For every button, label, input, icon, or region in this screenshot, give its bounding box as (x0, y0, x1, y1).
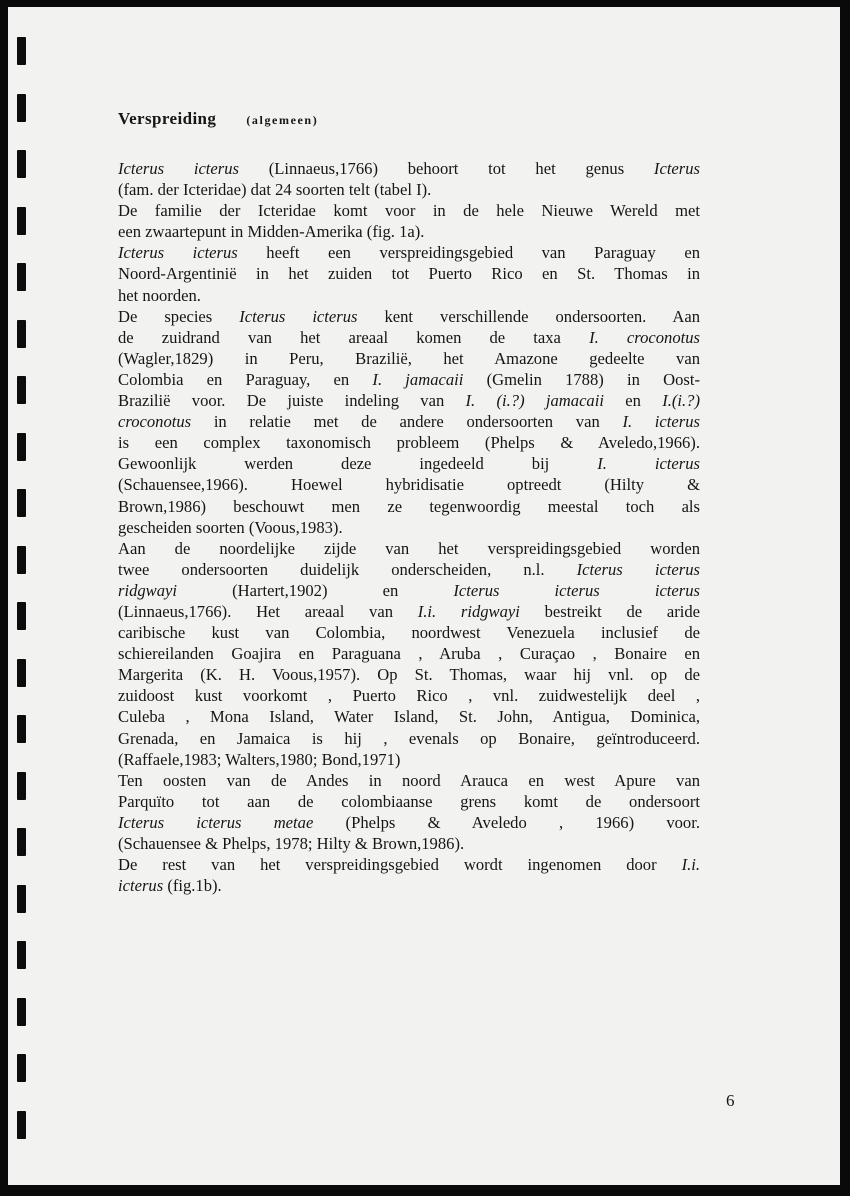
text-line (118, 411, 700, 432)
text-line (118, 791, 700, 812)
text-segment: gescheiden soorten (Voous,1983). (118, 517, 343, 537)
text-line (118, 327, 700, 348)
text-line (118, 833, 700, 854)
text-segment: (Schauensee & Phelps, 1978; Hilty & Brown,1986). (118, 834, 465, 853)
text-segment: Margerita (K. H. Voous,1957). Op St. Thomas, waar hij vnl. op de (118, 665, 700, 685)
text-segment: (Linnaeus,1766) behoort tot het genus (239, 159, 654, 178)
text-line (118, 875, 700, 896)
text-segment: twee ondersoorten duidelijk onderscheiden, n.l. (118, 559, 577, 579)
text-line (118, 685, 700, 706)
text-line (118, 812, 700, 833)
binding-hole (17, 602, 26, 630)
binding-hole (17, 828, 26, 856)
italic-taxon-name: Icterus icterus (118, 159, 239, 178)
text-segment: Culeba , Mona Island, Water Island, St. John, Antigua, Dominica, (118, 707, 700, 727)
text-segment: heeft een verspreidingsgebied van Paraguay en (237, 243, 701, 263)
italic-taxon-name: I.i. ridgwayi (417, 601, 520, 621)
text-segment: Brazilië voor. De juiste indeling van (118, 391, 466, 411)
text-segment: De familie der Icteridae komt voor in de hele Nieuwe Wereld met (118, 201, 700, 221)
italic-taxon-name: I. icterus (622, 412, 700, 432)
binding-holes (16, 37, 28, 1167)
italic-taxon-name: I. icterus (597, 454, 700, 474)
text-segment: (Wagler,1829) in Peru, Brazilië, het Amazone gedeelte van (118, 348, 700, 368)
binding-hole (17, 659, 26, 687)
text-segment: in relatie met de andere ondersoorten van (191, 412, 623, 432)
binding-hole (17, 37, 26, 65)
binding-hole (17, 207, 26, 235)
text-segment: Parquïto tot aan de colombiaanse grens komt de ondersoort (118, 791, 700, 811)
page-content (118, 107, 700, 896)
italic-taxon-name: I.(i.?) (662, 391, 700, 411)
text-line (118, 453, 700, 474)
text-segment: Brown,1986) beschouwt men ze tegenwoordig meestal toch als (118, 496, 700, 516)
italic-taxon-name: croconotus (118, 412, 192, 432)
binding-hole (17, 772, 26, 800)
text-segment: De rest van het verspreidingsgebied wordt ingenomen door (118, 855, 682, 875)
text-line (118, 643, 700, 664)
italic-taxon-name: I.i. (681, 855, 700, 875)
italic-taxon-name: I. (i.?) jamacaii (465, 391, 604, 411)
binding-hole (17, 94, 26, 122)
text-line (118, 221, 700, 242)
text-line (118, 517, 700, 538)
text-segment: de zuidrand van het areaal komen de taxa (118, 327, 590, 347)
document-page (8, 7, 840, 1185)
text-line (118, 664, 700, 685)
italic-taxon-name: icterus (118, 876, 164, 896)
text-segment: een zwaartepunt in Midden-Amerika (fig. 1a). (118, 222, 425, 242)
binding-hole (17, 998, 26, 1026)
text-line (118, 369, 700, 390)
text-line (118, 559, 700, 580)
binding-hole (17, 433, 26, 461)
text-line (118, 854, 700, 875)
text-line (118, 348, 700, 369)
text-segment: schiereilanden Goajira en Paraguana , Aruba , Curaçao , Bonaire en (118, 644, 700, 664)
text-segment: Noord-Argentinië in het zuiden tot Puerto Rico en St. Thomas in (118, 264, 700, 284)
italic-taxon-name: Icterus icterus (118, 243, 238, 263)
text-segment: (Hartert,1902) en (177, 580, 454, 600)
italic-taxon-name: ridgwayi (118, 580, 178, 600)
heading-subtitle: (algemeen) (246, 113, 319, 127)
text-segment: (Gmelin 1788) in Oost- (463, 369, 700, 389)
text-segment: (fig.1b). (163, 876, 222, 896)
italic-taxon-name: Icterus icterus metae (118, 812, 314, 832)
italic-taxon-name: Icterus icterus icterus (453, 580, 700, 600)
text-line (118, 263, 700, 284)
italic-taxon-name: Icterus icterus (239, 306, 358, 326)
body-text (118, 158, 700, 896)
text-line (118, 706, 700, 727)
binding-hole (17, 489, 26, 517)
text-segment: (Phelps & Aveledo , 1966) voor. (313, 812, 700, 832)
binding-hole (17, 941, 26, 969)
binding-hole (17, 885, 26, 913)
text-segment: Grenada, en Jamaica is hij , evenals op Bonaire, geïntroduceerd. (118, 728, 700, 748)
text-segment: (Raffaele,1983; Walters,1980; Bond,1971) (118, 749, 401, 769)
text-line (118, 432, 700, 453)
text-line (118, 242, 700, 263)
text-line (118, 538, 700, 559)
page-number: 6 (726, 1091, 735, 1110)
text-line (118, 179, 700, 200)
text-line (118, 770, 700, 791)
text-segment: zuidoost kust voorkomt , Puerto Rico , vnl. zuidwestelijk deel , (118, 686, 700, 706)
binding-hole (17, 715, 26, 743)
italic-taxon-name: I. jamacaii (372, 369, 464, 389)
heading-title: Verspreiding (118, 109, 217, 128)
text-line (118, 601, 700, 622)
text-segment: Ten oosten van de Andes in noord Arauca en west Apure van (118, 770, 700, 790)
italic-taxon-name: Icterus icterus (576, 559, 700, 579)
text-line (118, 749, 700, 770)
binding-hole (17, 263, 26, 291)
text-line (118, 728, 700, 749)
text-segment: Aan de noordelijke zijde van het verspreidingsgebied worden (118, 538, 700, 558)
text-line (118, 285, 700, 306)
binding-hole (17, 546, 26, 574)
text-line (118, 496, 700, 517)
text-line (118, 474, 700, 495)
binding-hole (17, 376, 26, 404)
text-segment: (Linnaeus,1766). Het areaal van (118, 601, 418, 621)
text-segment: caribische kust van Colombia, noordwest Venezuela inclusief de (118, 623, 700, 643)
text-segment: Colombia en Paraguay, en (118, 369, 373, 389)
italic-taxon-name: I. croconotus (589, 327, 700, 347)
text-segment: en (603, 391, 663, 411)
text-line (118, 580, 700, 601)
binding-hole (17, 1111, 26, 1139)
binding-hole (17, 1054, 26, 1082)
text-segment: Gewoonlijk werden deze ingedeeld bij (118, 454, 598, 474)
text-line (118, 158, 700, 179)
text-line (118, 622, 700, 643)
text-segment: De species (118, 306, 240, 326)
italic-taxon-name: Icterus (653, 159, 701, 178)
text-segment: (Schauensee,1966). Hoewel hybridisatie optreedt (Hilty & (118, 475, 700, 495)
binding-hole (17, 320, 26, 348)
text-segment: kent verschillende ondersoorten. Aan (357, 306, 700, 326)
text-line (118, 200, 700, 221)
text-line (118, 390, 700, 411)
text-segment: het noorden. (118, 285, 201, 305)
text-line (118, 306, 700, 327)
section-heading (118, 107, 700, 132)
text-segment: (fam. der Icteridae) dat 24 soorten telt (tabel I). (118, 180, 432, 200)
text-segment: is een complex taxonomisch probleem (Phelps & Aveledo,1966). (118, 433, 700, 453)
text-segment: bestreikt de aride (519, 601, 700, 621)
binding-hole (17, 150, 26, 178)
